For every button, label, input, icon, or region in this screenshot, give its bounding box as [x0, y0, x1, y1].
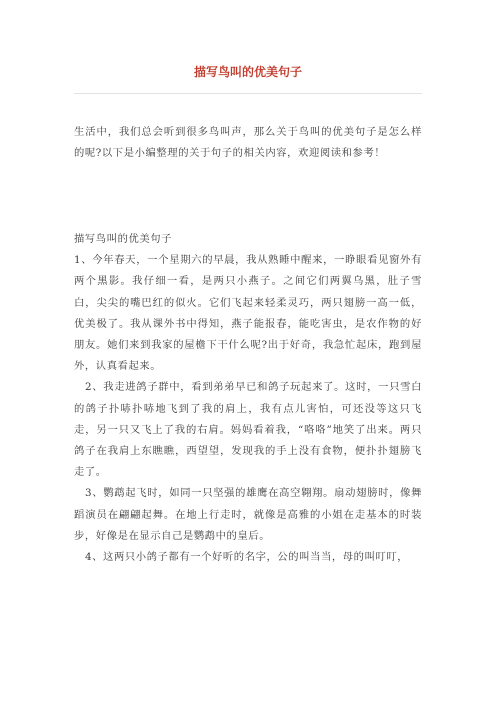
title-divider [74, 93, 422, 94]
article-body [74, 229, 422, 568]
body-paragraph-1: 1、今年春天，一个星期六的早晨，我从熟睡中醒来，一睁眼看见窗外有两个黑影。我仔细一看，是两只小燕子。之间它们两翼乌黑，肚子雪白，尖尖的嘴巴红的似火。它们飞起来轻柔灵巧，两只翅膀一高一低，优美极了。我从课外书中得知，燕子能报春，能吃害虫，是农作物的好朋友。她们来到我家的屋檐下干什么呢?出于好奇，我急忙起床，跑到屋外，认真看起来。 [74, 254, 422, 373]
body-paragraph-4: 4、这两只小鸽子都有一个好听的名字，公的叫当当，母的叫叮叮， [85, 551, 409, 564]
body-paragraph-2: 2、我走进鸽子群中，看到弟弟早已和鸽子玩起来了。这时，一只雪白的鸽子扑哧扑哧地飞到了我的肩上，我有点儿害怕，可还没等这只飞走，另一只又飞上了我的右肩。妈妈看着我，“咯咯”地笑了出来。两只鸽子在我肩上东瞧瞧，西望望，发现我的手上没有食物，便扑扑翅膀飞走了。 [74, 381, 422, 479]
body-paragraph-3: 3、鹦鹉起飞时，如同一只坚强的雄鹰在高空翱翔。扇动翅膀时，像舞蹈演员在翩翩起舞。在地上行走时，就像是高雅的小姐在走基本的时装步，好像是在显示自己是鹦鹉中的皇后。 [74, 487, 422, 542]
document-title: 描写鸟叫的优美句子 [193, 65, 302, 79]
intro-paragraph: 生活中，我们总会听到很多鸟叫声，那么关于鸟叫的优美句子是怎么样的呢?以下是小编整理的关于句子的相关内容，欢迎阅读和参考！ [74, 126, 422, 160]
section-heading: 描写鸟叫的优美句子 [74, 233, 173, 245]
